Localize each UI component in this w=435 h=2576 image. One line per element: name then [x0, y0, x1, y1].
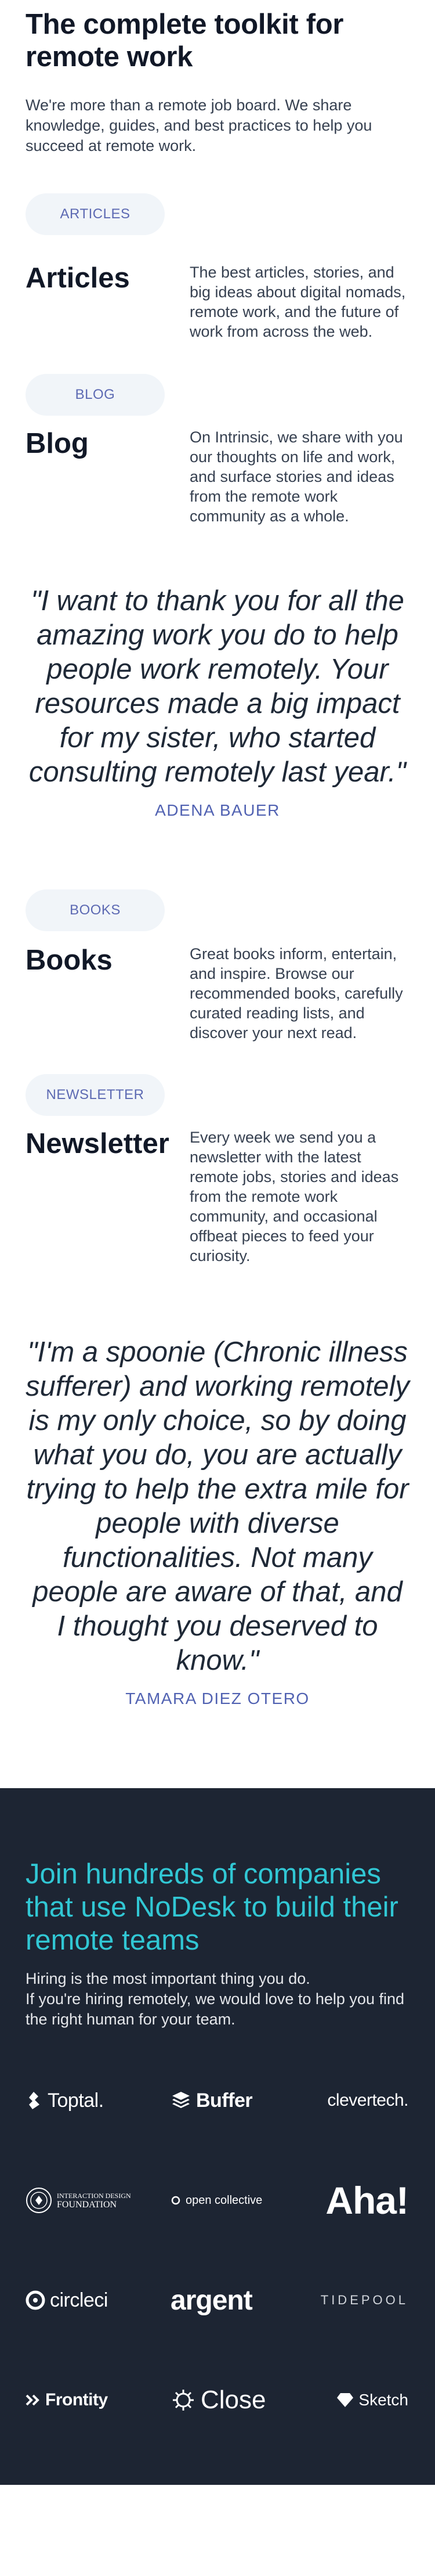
sketch-wordmark: Sketch	[358, 2391, 408, 2409]
testimonial-1-author: ADENA BAUER	[155, 801, 280, 819]
sketch-logo[interactable]	[316, 2350, 408, 2450]
testimonial-1-text: "I want to thank you for all the amazing work you do to help people work remotely. Your resources made a big impact for my sister, who started consulting remotely last year."	[28, 585, 407, 788]
blog-pill-row	[0, 374, 435, 416]
testimonial-2	[0, 1335, 435, 1708]
aha-logo[interactable]	[316, 2150, 408, 2250]
blog-pill[interactable]: BLOG	[26, 374, 165, 416]
companies-section	[0, 1788, 435, 2485]
companies-description	[26, 1969, 409, 2030]
open-collective-logo[interactable]	[171, 2150, 316, 2250]
articles-title[interactable]: Articles	[26, 262, 130, 294]
companies-description-line1: Hiring is the most important thing you do.	[26, 1970, 310, 1987]
buffer-logo[interactable]	[171, 2051, 316, 2150]
sketch-diamond-icon	[336, 2393, 354, 2408]
close-wordmark: Close	[201, 2386, 266, 2414]
toptal-icon	[26, 2091, 43, 2110]
circleci-wordmark: circleci	[50, 2289, 108, 2311]
articles-pill[interactable]: ARTICLES	[26, 193, 165, 235]
tidepool-logo[interactable]	[316, 2250, 408, 2350]
testimonial-2-author: TAMARA DIEZ OTERO	[125, 1689, 310, 1707]
tidepool-wordmark: TIDEPOOL	[320, 2293, 408, 2307]
hero	[0, 0, 435, 156]
buffer-wordmark: Buffer	[196, 2089, 253, 2112]
articles-pill-row	[0, 193, 435, 235]
blog-description: On Intrinsic, we share with you our thoughts on life and work, and surface stories and ideas from the remote work community as a whole.	[190, 428, 403, 525]
ixdf-logo[interactable]	[26, 2150, 171, 2250]
close-brand-icon	[171, 2387, 196, 2413]
page-title: The complete toolkit for remote work	[26, 9, 344, 73]
argent-wordmark: argent	[171, 2285, 252, 2316]
newsletter-feature	[0, 1127, 435, 1266]
blog-feature	[0, 427, 435, 526]
ixdf-seal-icon	[26, 2187, 52, 2214]
close-logo[interactable]	[171, 2350, 316, 2450]
circleci-icon	[26, 2290, 45, 2310]
articles-feature	[0, 262, 435, 341]
frontity-logo[interactable]	[26, 2350, 171, 2450]
books-title[interactable]: Books	[26, 945, 113, 976]
clevertech-wordmark: clevertech.	[327, 2091, 408, 2110]
toptal-wordmark: Toptal.	[48, 2089, 104, 2112]
frontity-wordmark: Frontity	[45, 2390, 108, 2409]
newsletter-description: Every week we send you a newsletter with the latest remote jobs, stories and ideas from the remote work community, and occasional offbeat pieces to feed your curiosity.	[190, 1129, 399, 1264]
ixdf-wordmark-line2: FOUNDATION	[57, 2200, 117, 2210]
companies-description-line2: If you're hiring remotely, we would love to help you find the right human for your team.	[26, 1990, 404, 2028]
books-pill[interactable]: BOOKS	[26, 889, 165, 931]
blog-title[interactable]: Blog	[26, 428, 89, 459]
company-logos	[26, 2051, 409, 2450]
newsletter-pill[interactable]: NEWSLETTER	[26, 1074, 165, 1116]
toptal-logo[interactable]	[26, 2051, 171, 2150]
circleci-logo[interactable]	[26, 2250, 171, 2350]
ixdf-wordmark	[57, 2191, 131, 2210]
books-feature	[0, 944, 435, 1043]
newsletter-pill-row	[0, 1074, 435, 1116]
open-collective-wordmark: open collective	[186, 2193, 263, 2207]
hero-description: We're more than a remote job board. We share knowledge, guides, and best practices to help you succeed at remote work.	[26, 96, 372, 154]
books-description: Great books inform, entertain, and inspire. Browse our recommended books, carefully curated reading lists, and discover your next read.	[190, 945, 403, 1042]
articles-description: The best articles, stories, and big ideas about digital nomads, remote work, and the future of work from across the web.	[190, 264, 406, 340]
books-pill-row	[0, 889, 435, 931]
open-collective-icon	[171, 2195, 181, 2206]
companies-title: Join hundreds of companies that use NoDesk to build their remote teams	[26, 1858, 398, 1956]
argent-logo[interactable]	[171, 2250, 316, 2350]
buffer-icon	[171, 2090, 191, 2111]
clevertech-logo[interactable]	[316, 2051, 408, 2150]
testimonial-1	[0, 584, 435, 820]
aha-wordmark: Aha!	[325, 2179, 408, 2222]
newsletter-title[interactable]: Newsletter	[26, 1128, 169, 1159]
testimonial-2-text: "I'm a spoonie (Chronic illness sufferer) and working remotely is my only choice, so by doing what you do, you are actually trying to help the extra mile for people with diverse functionalities. Not many people are aware of that, and I thought you deserved to know."	[26, 1336, 409, 1676]
ixdf-wordmark-line1: INTERACTION DESIGN	[57, 2192, 131, 2200]
frontity-chevrons-icon	[26, 2394, 41, 2406]
